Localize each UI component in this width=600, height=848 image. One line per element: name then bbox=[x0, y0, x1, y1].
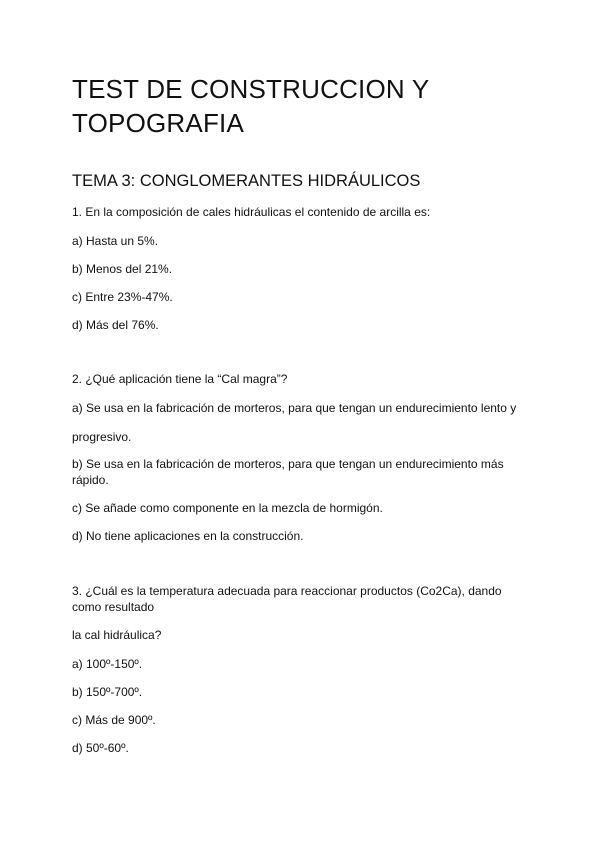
q3-option-d: d) 50º-60º. bbox=[72, 741, 129, 755]
q2-option-a-line-1: a) Se usa en la fabricación de morteros, para que tengan un endurecimiento lento y bbox=[72, 401, 517, 415]
q2-option-d: d) No tiene aplicaciones en la construcción. bbox=[72, 529, 304, 543]
document-title bbox=[72, 72, 542, 140]
q3-option-a: a) 100º-150º. bbox=[72, 657, 143, 671]
q3-option-b: b) 150º-700º. bbox=[72, 685, 143, 699]
q2-option-a-line-2: progresivo. bbox=[72, 430, 132, 444]
section-heading: TEMA 3: CONGLOMERANTES HIDRÁULICOS bbox=[72, 172, 421, 190]
title-line-2: TOPOGRAFIA bbox=[72, 108, 244, 138]
q2-option-b-line-1: b) Se usa en la fabricación de morteros, para que tengan un endurecimiento más bbox=[72, 457, 504, 471]
q1-option-a: a) Hasta un 5%. bbox=[72, 234, 159, 248]
q1-option-c: c) Entre 23%-47%. bbox=[72, 290, 173, 304]
q2-option-b-line-2: rápido. bbox=[72, 473, 109, 487]
question-3-line-2: como resultado bbox=[72, 600, 155, 614]
q1-option-b: b) Menos del 21%. bbox=[72, 262, 173, 276]
q1-option-d: d) Más del 76%. bbox=[72, 318, 159, 332]
title-line-1: TEST DE CONSTRUCCION Y bbox=[72, 74, 430, 104]
q2-option-c: c) Se añade como componente en la mezcla de hormigón. bbox=[72, 501, 383, 515]
question-2: 2. ¿Qué aplicación tiene la “Cal magra”? bbox=[72, 372, 288, 386]
question-1: 1. En la composición de cales hidráulicas el contenido de arcilla es: bbox=[72, 205, 431, 219]
q3-option-c: c) Más de 900º. bbox=[72, 713, 156, 727]
question-3-line-1: 3. ¿Cuál es la temperatura adecuada para reaccionar productos (Co2Ca), dando bbox=[72, 584, 502, 598]
question-3-line-3: la cal hidráulica? bbox=[72, 628, 162, 642]
